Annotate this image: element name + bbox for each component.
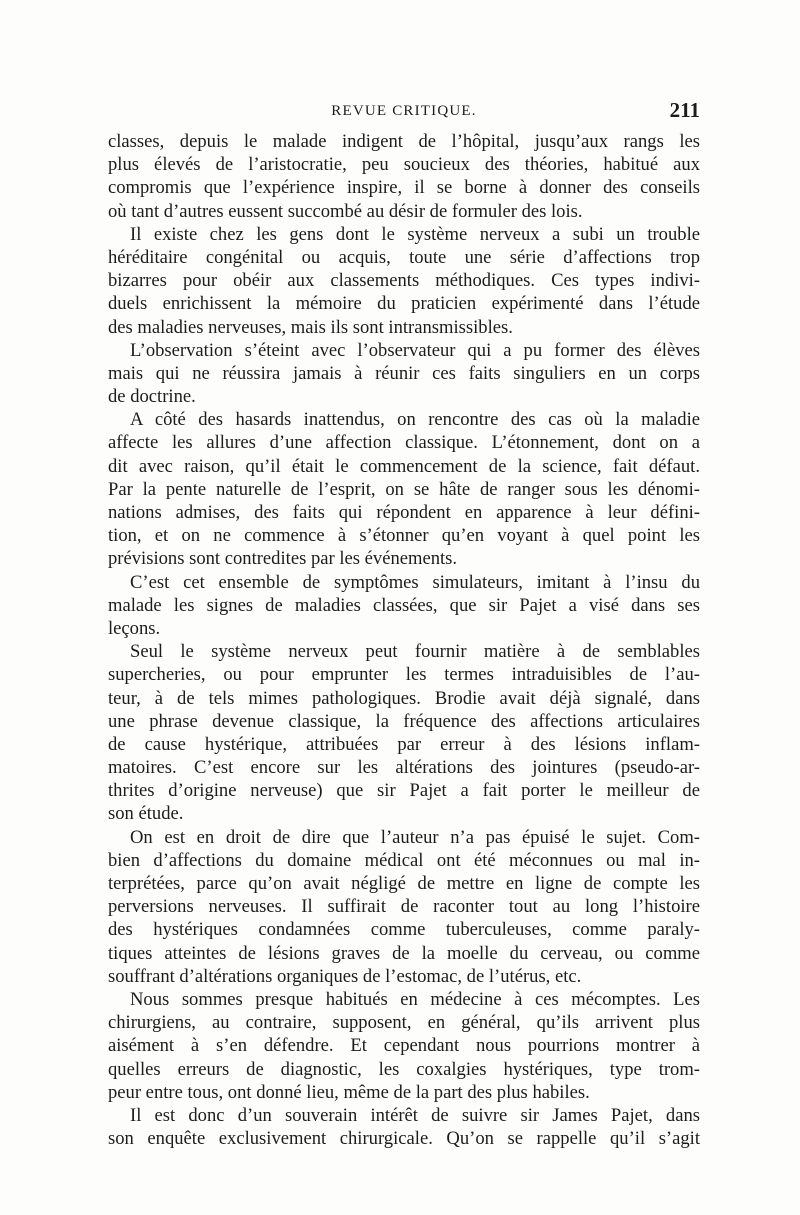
text-line: tiques atteintes de lésions graves de la moelle du cerveau, ou comme bbox=[108, 942, 700, 964]
text-line: aisément à s’en défendre. Et cependant nous pourrions montrer à bbox=[108, 1035, 700, 1057]
page-header bbox=[108, 98, 700, 124]
text-line: où tant d’autres eussent succombé au désir de formuler des lois. bbox=[108, 200, 583, 222]
text-line: son enquête exclusivement chirurgicale. Qu’on se rappelle qu’il s’agit bbox=[108, 1128, 700, 1150]
text-line: bien d’affections du domaine médical ont été méconnues ou mal in- bbox=[108, 849, 700, 871]
text-line: L’observation s’éteint avec l’observateur qui a pu former des élèves bbox=[130, 339, 700, 361]
text-line: duels enrichissent la mémoire du praticien expérimenté dans l’étude bbox=[108, 293, 700, 315]
text-line: Il existe chez les gens dont le système nerveux a subi un trouble bbox=[130, 223, 700, 245]
text-line: bizarres pour obéir aux classements méthodiques. Ces types indivi- bbox=[108, 270, 700, 292]
text-line: son étude. bbox=[108, 803, 184, 825]
text-line: teur, à de tels mimes pathologiques. Brodie avait déjà signalé, dans bbox=[108, 687, 700, 709]
text-line: de doctrine. bbox=[108, 386, 196, 408]
text-line: souffrant d’altérations organiques de l’estomac, de l’utérus, etc. bbox=[108, 965, 582, 987]
text-line: malade les signes de maladies classées, que sir Pajet a visé dans ses bbox=[108, 594, 700, 616]
text-line: Par la pente naturelle de l’esprit, on se hâte de ranger sous les dénomi- bbox=[108, 478, 700, 500]
text-line: prévisions sont contredites par les événements. bbox=[108, 548, 458, 570]
text-line: terprétées, parce qu’on avait négligé de mettre en ligne de compte les bbox=[108, 873, 700, 894]
body-text bbox=[108, 130, 700, 1150]
text-line: affecte les allures d’une affection classique. L’étonnement, dont on a bbox=[108, 432, 700, 454]
text-line: nations admises, des faits qui répondent en apparence à leur défini- bbox=[108, 502, 700, 523]
text-line: une phrase devenue classique, la fréquence des affections articulaires bbox=[108, 710, 700, 732]
text-line: de cause hystérique, attribuées par erreur à des lésions inflam- bbox=[108, 733, 700, 755]
running-head: REVUE CRITIQUE. bbox=[331, 103, 477, 119]
text-line: mais qui ne réussira jamais à réunir ces faits singuliers en un corps bbox=[108, 362, 700, 384]
text-line: On est en droit de dire que l’auteur n’a pas épuisé le sujet. Com- bbox=[130, 826, 700, 848]
text-line: Seul le système nerveux peut fournir matière à de semblables bbox=[130, 641, 700, 663]
text-line: des maladies nerveuses, mais ils sont intransmissibles. bbox=[108, 316, 513, 338]
text-line: des hystériques condamnées comme tuberculeuses, comme paraly- bbox=[108, 919, 700, 941]
page-number: 211 bbox=[669, 98, 700, 122]
text-line: classes, depuis le malade indigent de l’hôpital, jusqu’aux rangs les bbox=[108, 131, 700, 152]
text-line: tion, et on ne commence à s’étonner qu’en voyant à quel point les bbox=[108, 525, 700, 547]
text-line: perversions nerveuses. Il suffirait de raconter tout au long l’histoire bbox=[108, 896, 700, 918]
text-line: C’est cet ensemble de symptômes simulateurs, imitant à l’insu du bbox=[130, 571, 700, 593]
text-line: plus élevés de l’aristocratie, peu soucieux des théories, habitué aux bbox=[108, 154, 700, 176]
text-line: supercheries, ou pour emprunter les termes intraduisibles de l’au- bbox=[108, 664, 700, 686]
text-line: héréditaire congénital ou acquis, toute une série d’affections trop bbox=[108, 246, 700, 268]
text-line: peur entre tous, ont donné lieu, même de la part des plus habiles. bbox=[108, 1081, 590, 1103]
text-line: Nous sommes presque habitués en médecine à ces mécomptes. Les bbox=[130, 988, 700, 1010]
text-line: dit avec raison, qu’il était le commencement de la science, fait défaut. bbox=[108, 455, 700, 477]
text-line: compromis que l’expérience inspire, il se borne à donner des conseils bbox=[108, 177, 700, 199]
text-line: leçons. bbox=[108, 617, 161, 639]
text-line: chirurgiens, au contraire, supposent, en général, qu’ils arrivent plus bbox=[108, 1012, 700, 1034]
text-line: Il est donc d’un souverain intérêt de suivre sir James Pajet, dans bbox=[130, 1104, 700, 1126]
text-line: quelles erreurs de diagnostic, les coxalgies hystériques, type trom- bbox=[108, 1058, 700, 1080]
text-line: matoires. C’est encore sur les altérations des jointures (pseudo-ar- bbox=[108, 757, 700, 779]
text-line: thrites d’origine nerveuse) que sir Pajet a fait porter le meilleur de bbox=[108, 780, 700, 802]
text-line: A côté des hasards inattendus, on rencontre des cas où la maladie bbox=[130, 409, 700, 431]
